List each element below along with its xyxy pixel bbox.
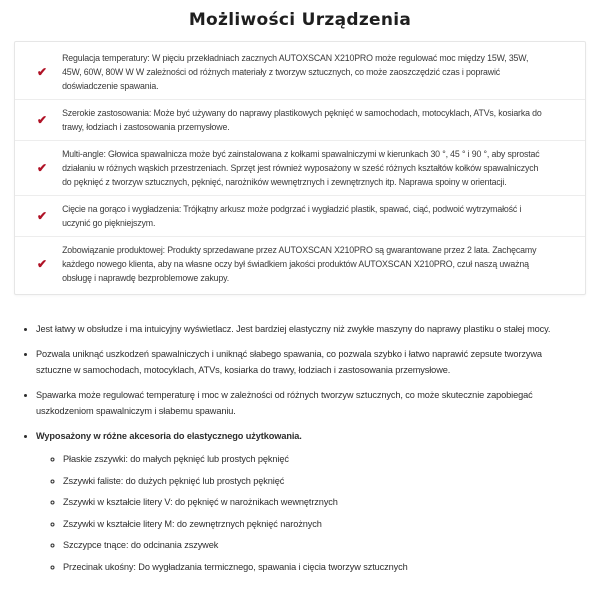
list-item-text: Jest łatwy w obsłudze i ma intuicyjny wyświetlacz. Jest bardziej elastyczny niż zwykłe maszyny do naprawy plastiku o stałej mocy.: [36, 324, 551, 334]
feature-text: Regulacja temperatury: W pięciu przekładniach zacznych AUTOXSCAN X210PRO może regulować moc między 15W, 35W, 45W, 60W, 80W W W zależności od różnych materiały z tworzyw sztucznych, co może zaoszczędzić czas i poprawić doświadczenie spawania.: [62, 53, 529, 91]
details-list: [14, 321, 586, 574]
list-item-text: Spawarka może regulować temperaturę i moc w zależności od różnych tworzyw sztucznych, co może skutecznie zapobiegać uszkodzeniom spawalniczym i słabemu spawaniu.: [36, 390, 533, 416]
details-section: [14, 321, 586, 574]
sub-list-item: ◦ Szczypce tnące: do odcinania zszywek: [63, 539, 566, 552]
sub-list-item: ◦ Zszywki w kształcie litery M: do zewnętrznych pęknięć narożnych: [63, 518, 566, 531]
feature-item: [15, 141, 585, 196]
accessories-sub-list: [36, 453, 566, 574]
list-item: [36, 387, 586, 419]
feature-text: Zobowiązanie produktowej: Produkty sprzedawane przez AUTOXSCAN X210PRO są gwarantowane przez 2 lata. Zachęcamy każdego nowego klienta, aby na własne oczy był świadkiem jakości produktów AUTOXSCAN X210PRO, czuł naszą uważną obsługę i naprawdę bezproblemowe zakupy.: [62, 245, 537, 283]
feature-text: Szerokie zastosowania: Może być używany do naprawy plastikowych pęknięć w samochodach, motocyklach, ATVs, kosiarka do trawy, łodziach i zastosowania przemysłowe.: [62, 108, 542, 132]
list-item: [36, 346, 586, 378]
list-item-text: Wyposażony w różne akcesoria do elastycznego użytkowania.: [36, 431, 302, 441]
sub-list-item: ◦ Zszywki faliste: do dużych pęknięć lub prostych pęknięć: [63, 475, 566, 488]
list-item-text: Pozwala uniknąć uszkodzeń spawalniczych i uniknąć słabego spawania, co pozwala szybko i łatwo naprawić zepsute tworzywa sztuczne w samochodach, motocyklach, ATVs, kosiarka do trawy, łodziach i zastosowania przemysłowe.: [36, 349, 542, 375]
sub-list-item: ◦ Płaskie zszywki: do małych pęknięć lub prostych pęknięć: [63, 453, 566, 466]
list-item: [36, 321, 586, 337]
feature-item: [15, 100, 585, 141]
check-icon: ✔: [37, 161, 48, 175]
check-icon: ✔: [37, 257, 48, 271]
check-icon: ✔: [37, 209, 48, 223]
features-list: [15, 45, 585, 291]
features-box: [14, 41, 586, 295]
sub-list-item: ◦ Przecinak ukośny: Do wygładzania termicznego, spawania i cięcia tworzyw sztucznych: [63, 561, 566, 574]
feature-item: [15, 237, 585, 291]
check-icon: ✔: [37, 65, 48, 79]
list-item: [36, 428, 586, 574]
check-icon: ✔: [37, 113, 48, 127]
feature-text: Cięcie na gorąco i wygładzenia: Trójkątny arkusz może podgrzać i wygładzić plastik, spawać, ciąć, podwoić wytrzymałość i uczynić go piękniejszym.: [62, 204, 522, 228]
sub-list-item: ◦ Zszywki w kształcie litery V: do pęknięć w narożnikach wewnętrznych: [63, 496, 566, 509]
feature-text: Multi-angle: Głowica spawalnicza może być zainstalowana z kołkami spawalniczymi w kierunkach 30 °, 45 ° i 90 °, aby sprostać działaniu w różnych wąskich przestrzeniach. Sprzęt jest również wyposażony w sześć różnych kształtów kołków spawalniczych do pęknięć z tworzyw sztucznych, pęknięć, narożników wewnętrznych i zewnętrznych itp. Naprawa spoiny w orientacji.: [62, 149, 540, 187]
feature-item: [15, 196, 585, 237]
feature-item: [15, 45, 585, 100]
page-title: Możliwości Urządzenia: [188, 10, 412, 30]
